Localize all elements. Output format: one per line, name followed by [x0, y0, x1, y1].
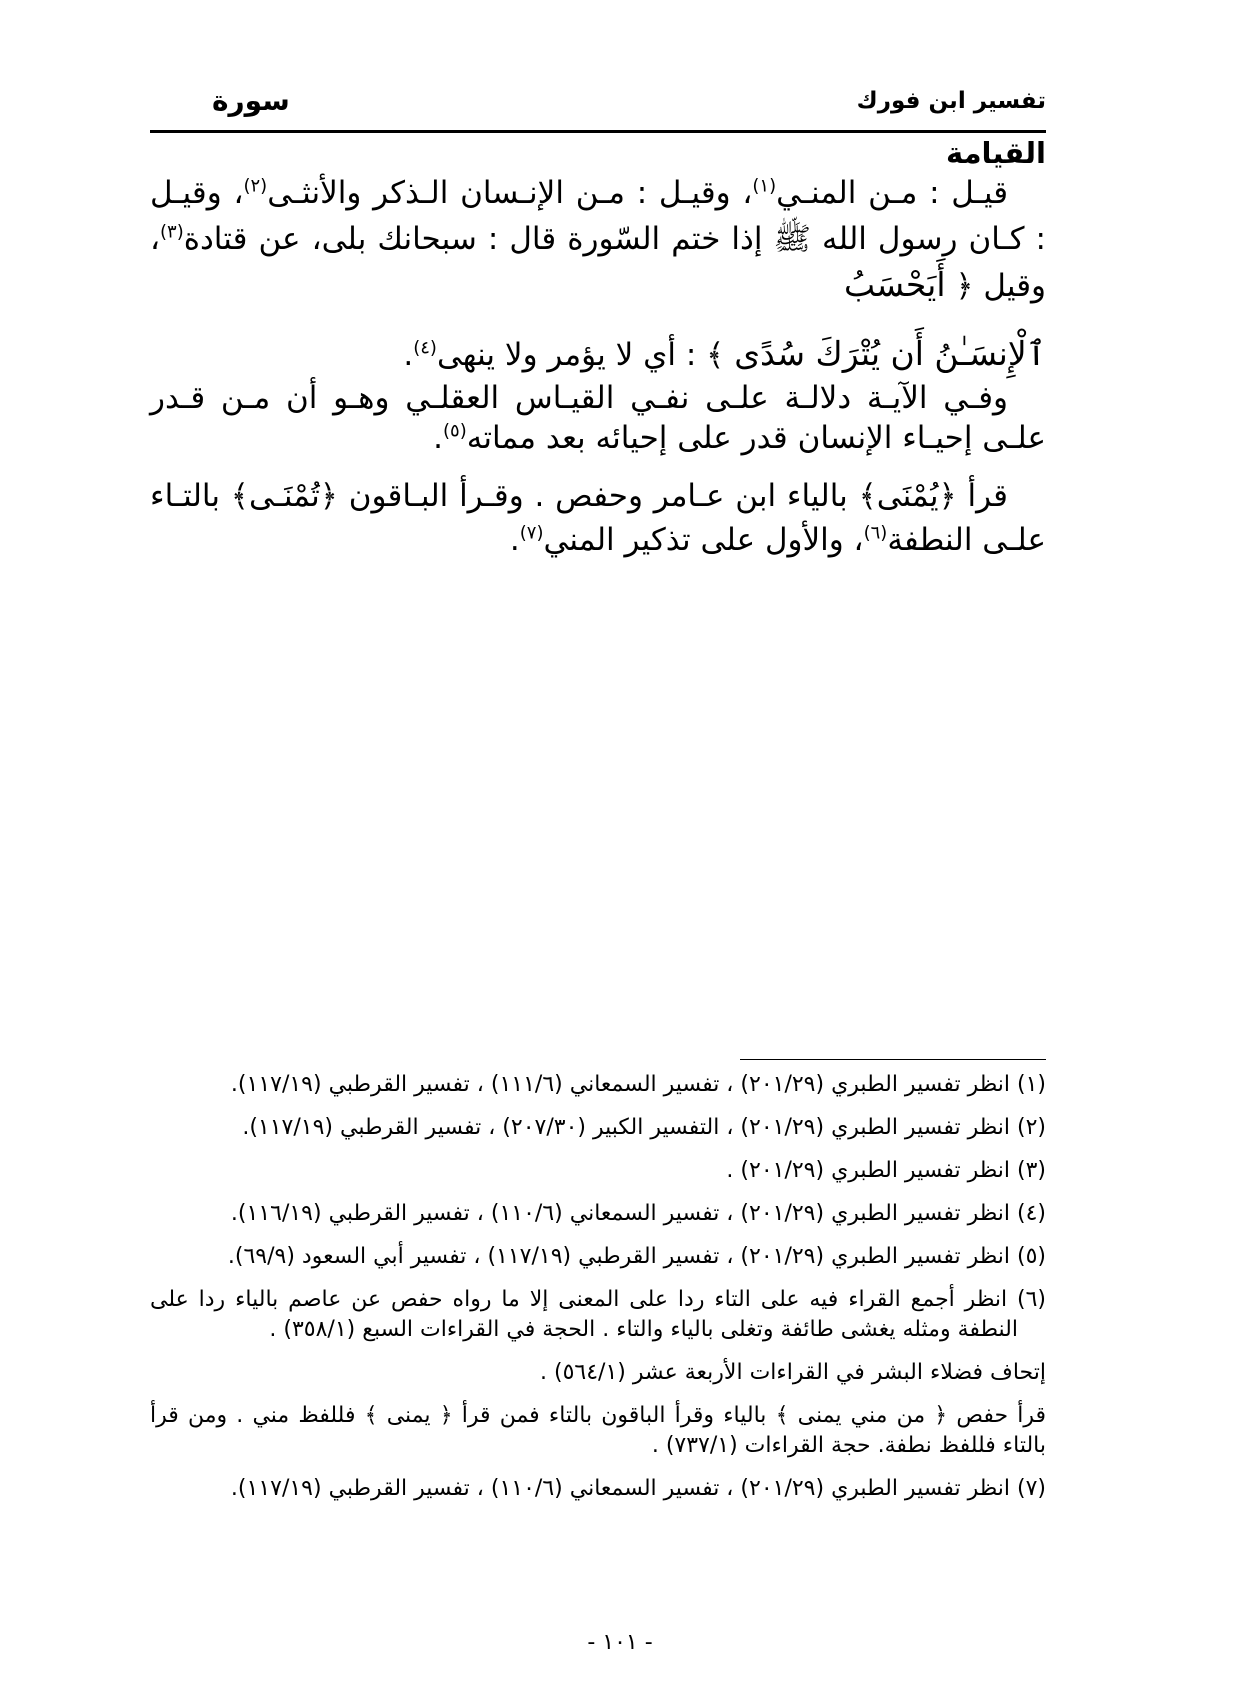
footnote-5: (٥) انظر تفسير الطبري (٢٠١/٢٩) ، تفسير القرطبي (١١٧/١٩) ، تفسير أبي السعود (٦٩/٩). [227, 1244, 1046, 1269]
text-run: ، وقيل ﴿ [150, 221, 1046, 304]
text-run: ، والأول على تذكير المني [543, 522, 864, 558]
text-run: قرأ ﴿يُمْنَى﴾ بالياء ابن عـامر وحفص . وقـرأ البـاقون ﴿تُمْنَـى﴾ بالتـاء علـى النطفة [150, 478, 1046, 558]
quran-verse: أَيَحْسَبُ [844, 265, 946, 304]
text-run: وفـي الآيـة دلالـة علـى نفـي القيـاس العقلـي وهـو أن مـن قـدر علـى إحيـاء الإنسان قدر على إحيائه بعد مماته [150, 380, 1046, 456]
footnote-7: (٧) انظر تفسير الطبري (٢٠١/٢٩) ، تفسير السمعاني (١١٠/٦) ، تفسير القرطبي (١١٧/١٩). [230, 1476, 1046, 1501]
text-run: رسول الله ﷺ إذا ختم السّورة قال : سبحانك بلى، عن قتادة [183, 221, 958, 257]
text-run: . [403, 337, 414, 373]
footnote-6-continued: إتحاف فضلاء البشر في القراءات الأربعة عشر (٥٦٤/١) . [540, 1360, 1046, 1385]
footnote-6: (٦) انظر أجمع القراء فيه على التاء ردا على المعنى إلا ما رواه حفص عن عاصم بالياء ردا على النطفة ومثله يغشى طائفة وتغلى بالياء والتاء . الحجة في القراءات السبع (٣٥٨/١) . [150, 1287, 1046, 1342]
footnote-6-reading: قرأ حفص ﴿ من مني يمنى ﴾ بالياء وقرأ الباقون بالتاء فمن قرأ ﴿ يمنى ﴾ فللفظ مني . ومن قرأ بالتاء فللفظ نطفة. حجة القراءات (٧٣٧/١) . [150, 1403, 1046, 1458]
text-run: ، وقيـل : كـان [150, 175, 1047, 257]
text-run: ، وقيـل : مـن الإنـسان الـذكر والأنثـى [267, 175, 753, 211]
text-run: ﴾ : أي لا يؤمر ولا ينهى [436, 337, 725, 373]
paragraph-3 [150, 474, 1046, 562]
footnote-1: (١) انظر تفسير الطبري (٢٠١/٢٩) ، تفسير السمعاني (١١١/٦) ، تفسير القرطبي (١١٧/١٩). [230, 1072, 1046, 1097]
footnote-4: (٤) انظر تفسير الطبري (٢٠١/٢٩) ، تفسير السمعاني (١١٠/٦) ، تفسير القرطبي (١١٦/١٩). [230, 1201, 1046, 1226]
footnote-3: (٣) انظر تفسير الطبري (٢٠١/٢٩) . [726, 1158, 1046, 1183]
text-run: . [509, 522, 520, 558]
quran-verse: ٱلْإِنسَـٰنُ أَن يُتْرَكَ سُدًى [734, 334, 1046, 373]
footnote-ref-4[interactable]: (٤) [413, 337, 437, 359]
footnote-ref-5[interactable]: (٥) [443, 420, 467, 442]
footnote-separator [740, 1059, 1046, 1060]
paragraph-2 [150, 378, 1046, 458]
surah-name: القيامة [946, 136, 1046, 170]
footnote-ref-6[interactable]: (٦) [863, 522, 888, 544]
footnote-ref-2[interactable]: (٢) [243, 175, 268, 197]
footnote-2: (٢) انظر تفسير الطبري (٢٠١/٢٩) ، التفسير الكبير (٢٠٧/٣٠) ، تفسير القرطبي (١١٧/١٩). [242, 1115, 1046, 1140]
footnotes [150, 1070, 1046, 1517]
footnote-ref-1[interactable]: (١) [752, 175, 777, 197]
text-run: . [433, 420, 444, 456]
page-header [150, 84, 1046, 133]
section-label: سورة [212, 84, 290, 117]
footnote-ref-3[interactable]: (٣) [160, 221, 184, 243]
text-run: قيـل : مـن المنـي [776, 175, 1009, 211]
page-number: - ١٠١ - [587, 1630, 653, 1655]
book-title: تفسير ابن فورك [856, 88, 1046, 114]
footnote-ref-7[interactable]: (٧) [519, 522, 544, 544]
paragraph-1 [150, 170, 1046, 378]
